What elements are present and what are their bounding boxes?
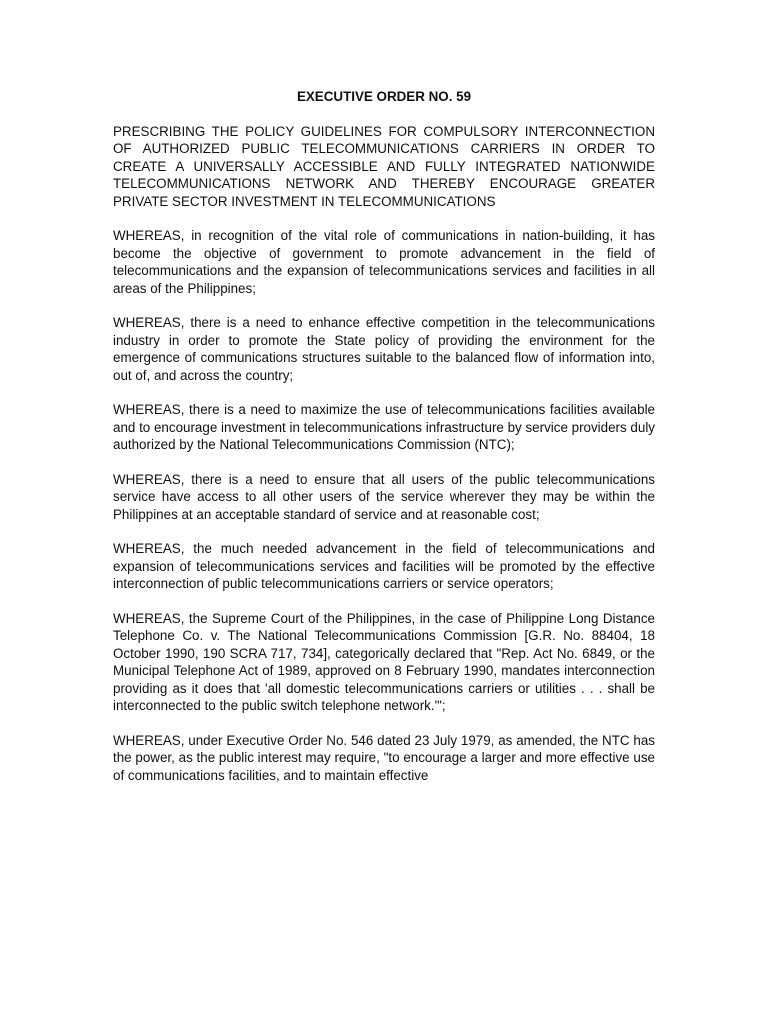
whereas-paragraph: WHEREAS, under Executive Order No. 546 dated 23 July 1979, as amended, the NTC has the power, as the public interest may require, "to encourage a larger and more effective use of communications facilities, and to maintain effective (113, 732, 655, 783)
document-title: EXECUTIVE ORDER NO. 59 (296, 89, 472, 104)
document-subtitle: PRESCRIBING THE POLICY GUIDELINES FOR COMPULSORY INTERCONNECTION OF AUTHORIZED PUBLIC TELECOMMUNICATIONS CARRIERS IN ORDER TO CREATE A UNIVERSALLY ACCESSIBLE AND FULLY INTEGRATED NATIONWIDE TELECOMMUNICATIONS NETWORK AND THEREBY ENCOURAGE GREATER PRIVATE SECTOR INVESTMENT IN TELECOMMUNICATIONS (113, 123, 655, 209)
document-body (113, 88, 655, 801)
whereas-paragraph: WHEREAS, there is a need to maximize the use of telecommunications facilities available and to encourage investment in telecommunications infrastructure by service providers duly authorized by the National Telecommunications Commission (NTC); (113, 402, 655, 452)
whereas-paragraph: WHEREAS, in recognition of the vital role of communications in nation-building, it has become the objective of government to promote advancement in the field of telecommunications and the expansion of telecommunications services and facilities in all areas of the Philippines; (113, 228, 655, 296)
whereas-paragraph: WHEREAS, there is a need to ensure that all users of the public telecommunications service have access to all other users of the service wherever they may be within the Philippines at an acceptable standard of service and at reasonable cost; (113, 471, 655, 522)
whereas-paragraph: WHEREAS, the Supreme Court of the Philippines, in the case of Philippine Long Distance Telephone Co. v. The National Telecommunications Commission [G.R. No. 88404, 18 October 1990, 190 SCRA 717, 734], categorically declared that "Rep. Act No. 6849, or the Municipal Telephone Act of 1989, approved on 8 February 1990, mandates interconnection providing as it does that 'all domestic telecommunications carriers or utilities . . . shall be interconnected to the public switch telephone network.'"; (113, 610, 655, 713)
whereas-paragraph: WHEREAS, the much needed advancement in the field of telecommunications and expansion of telecommunications services and facilities will be promoted by the effective interconnection of public telecommunications carriers or service operators; (113, 541, 655, 591)
whereas-paragraph: WHEREAS, there is a need to enhance effective competition in the telecommunications industry in order to promote the State policy of providing the environment for the emergence of communications structures suitable to the balanced flow of information into, out of, and across the country; (113, 315, 655, 383)
